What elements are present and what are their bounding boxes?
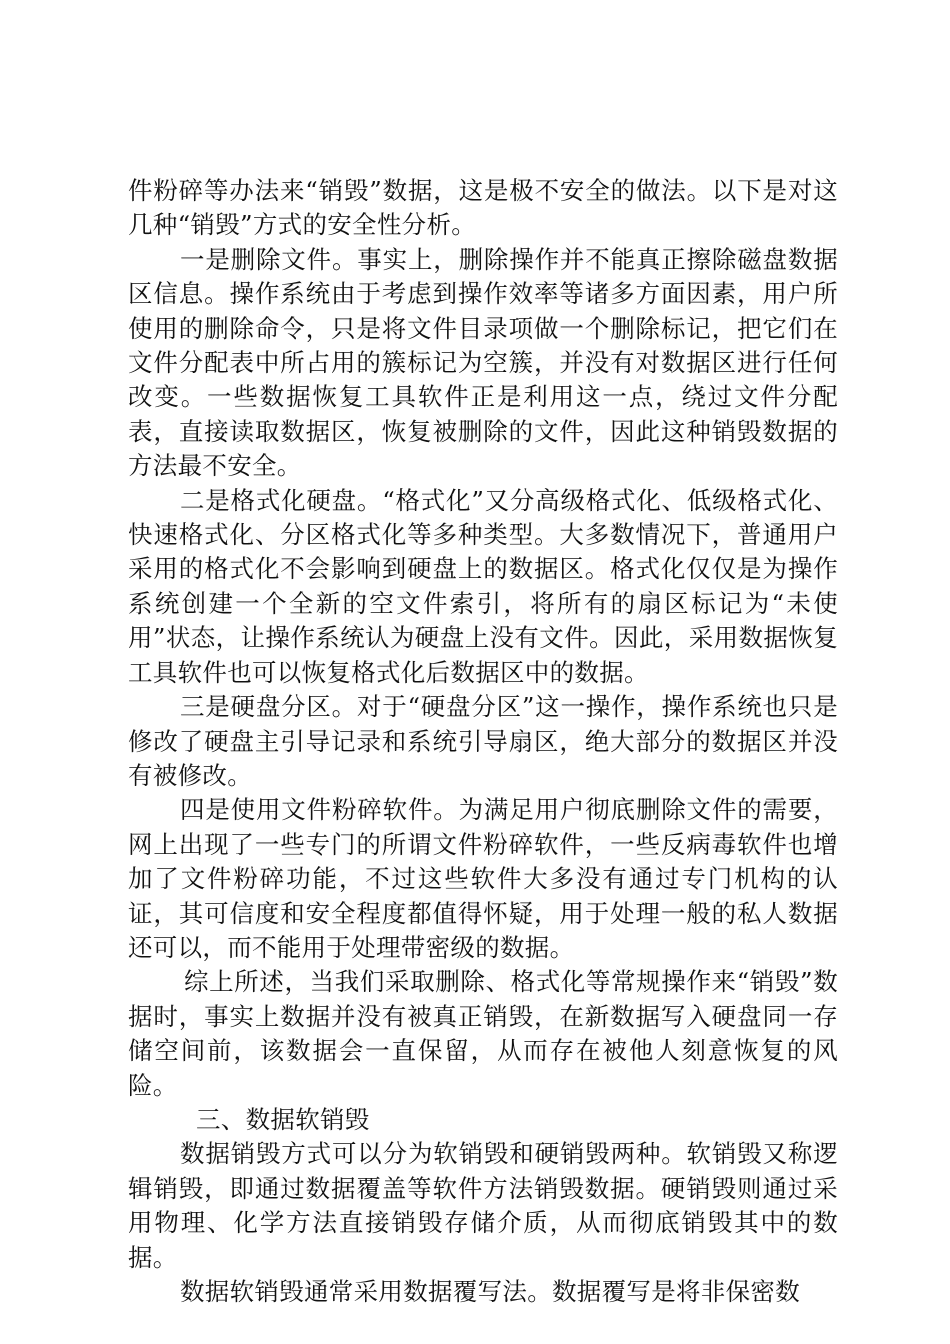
paragraph-partition: 三是硬盘分区。对于“硬盘分区”这一操作，操作系统也只是修改了硬盘主引导记录和系统引导扇区，绝大部分的数据区并没有被修改。 xyxy=(128,692,838,790)
paragraph-delete-files: 一是删除文件。事实上，删除操作并不能真正擦除磁盘数据区信息。操作系统由于考虑到操作效率等诸多方面因素，用户所使用的删除命令，只是将文件目录项做一个删除标记，把它们在文件分配表中所占用的簇标记为空簇，并没有对数据区进行任何改变。一些数据恢复工具软件正是利用这一点，绕过文件分配表，直接读取数据区，恢复被删除的文件，因此这种销毁数据的方法最不安全。 xyxy=(128,244,838,481)
paragraph-summary: 综上所述，当我们采取删除、格式化等常规操作来“销毁”数据时，事实上数据并没有被真正销毁，在新数据写入硬盘同一存储空间前，该数据会一直保留，从而存在被他人刻意恢复的风险。 xyxy=(128,967,838,1100)
paragraph-overwrite-method: 数据软销毁通常采用数据覆写法。数据覆写是将非保密数 xyxy=(180,1277,800,1306)
paragraph-intro-continuation: 件粉碎等办法来“销毁”数据，这是极不安全的做法。以下是对这几种“销毁”方式的安全性分析。 xyxy=(128,176,838,240)
section-heading-soft-destruction: 三、数据软销毁 xyxy=(196,1104,370,1134)
paragraph-destruction-types: 数据销毁方式可以分为软销毁和硬销毁两种。软销毁又称逻辑销毁，即通过数据覆盖等软件方法销毁数据。硬销毁则通过采用物理、化学方法直接销毁存储介质，从而彻底销毁其中的数据。 xyxy=(128,1139,838,1272)
document-body xyxy=(128,174,838,1309)
paragraph-format-disk: 二是格式化硬盘。“格式化”又分高级格式化、低级格式化、快速格式化、分区格式化等多种类型。大多数情况下，普通用户采用的格式化不会影响到硬盘上的数据区。格式化仅仅是为操作系统创建一个全新的空文件索引，将所有的扇区标记为“未使用”状态，让操作系统认为硬盘上没有文件。因此，采用数据恢复工具软件也可以恢复格式化后数据区中的数据。 xyxy=(128,485,838,687)
paragraph-shredder-software: 四是使用文件粉碎软件。为满足用户彻底删除文件的需要，网上出现了一些专门的所谓文件粉碎软件，一些反病毒软件也增加了文件粉碎功能，不过这些软件大多没有通过专门机构的认证，其可信度和安全程度都值得怀疑，用于处理一般的私人数据还可以，而不能用于处理带密级的数据。 xyxy=(128,795,838,962)
